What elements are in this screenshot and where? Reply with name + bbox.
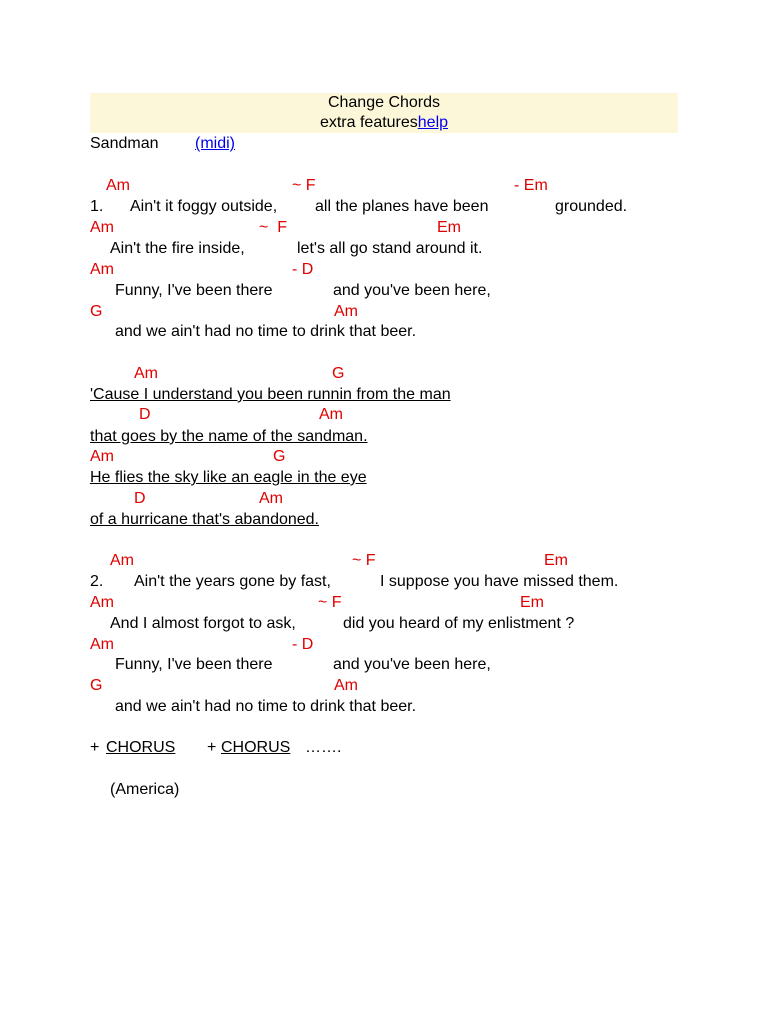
- extra-features-line: [90, 113, 678, 133]
- chord: - Em: [514, 177, 548, 194]
- song-title: Sandman: [90, 135, 159, 152]
- lyric: grounded.: [555, 198, 628, 215]
- lyric: I suppose you have missed them.: [380, 573, 619, 590]
- chord: Am: [90, 636, 114, 653]
- chord: Em: [437, 219, 461, 236]
- chord: Em: [520, 594, 544, 611]
- chord: Am: [90, 448, 114, 465]
- verse-number: 2.: [90, 573, 104, 590]
- chord: Am: [90, 219, 114, 236]
- chorus-lyric: He flies the sky like an eagle in the eye: [90, 469, 367, 486]
- verse-number: 1.: [90, 198, 104, 215]
- chord: Am: [90, 261, 114, 278]
- chord: Am: [319, 406, 343, 423]
- lyric: all the planes have been: [315, 198, 489, 215]
- chord: - D: [292, 636, 314, 653]
- help-link[interactable]: help: [417, 114, 449, 131]
- chorus-reference: CHORUS: [221, 739, 291, 756]
- chord: Am: [134, 365, 158, 382]
- chord: D: [139, 406, 151, 423]
- chord: ~ F: [292, 177, 316, 194]
- lyric: and you've been here,: [333, 656, 491, 673]
- chord: G: [90, 677, 103, 694]
- chord: ~ F: [318, 594, 342, 611]
- extra-features-label: extra features: [319, 114, 418, 131]
- chord: D: [134, 490, 146, 507]
- midi-link[interactable]: (midi): [195, 135, 235, 152]
- chord: Am: [334, 303, 358, 320]
- chorus-lyric: that goes by the name of the sandman.: [90, 428, 368, 445]
- chord: Em: [544, 552, 568, 569]
- lyric: Funny, I've been there: [115, 656, 273, 673]
- lyric: And I almost forgot to ask,: [110, 615, 296, 632]
- chord: G: [332, 365, 345, 382]
- lyric: let's all go stand around it.: [297, 240, 483, 257]
- chord: - D: [292, 261, 314, 278]
- chord: Am: [106, 177, 130, 194]
- chord: Am: [110, 552, 134, 569]
- lyric: and we ain't had no time to drink that beer.: [115, 698, 417, 715]
- plus-sign: +: [90, 739, 100, 756]
- chord: G: [273, 448, 286, 465]
- lyric: did you heard of my enlistment ?: [343, 615, 575, 632]
- artist-credit: (America): [110, 781, 180, 798]
- chord: Am: [259, 490, 283, 507]
- chorus-lyric: of a hurricane that's abandoned.: [90, 511, 319, 528]
- chord: G: [90, 303, 103, 320]
- lyric: Ain't it foggy outside,: [130, 198, 278, 215]
- lyric: Ain't the fire inside,: [110, 240, 245, 257]
- chorus-lyric: 'Cause I understand you been runnin from the man: [90, 386, 451, 403]
- chord: Am: [334, 677, 358, 694]
- lyric: and you've been here,: [333, 282, 491, 299]
- ellipsis: …….: [305, 739, 342, 756]
- header-box: [90, 93, 678, 133]
- chord: ~ F: [352, 552, 376, 569]
- lyric: Ain't the years gone by fast,: [134, 573, 331, 590]
- change-chords-link[interactable]: Change Chords: [327, 94, 441, 111]
- lyric: Funny, I've been there: [115, 282, 273, 299]
- chorus-reference: CHORUS: [106, 739, 176, 756]
- plus-sign: +: [207, 739, 217, 756]
- lyric: and we ain't had no time to drink that beer.: [115, 323, 417, 340]
- chord: Am: [90, 594, 114, 611]
- chord: ~ F: [259, 219, 288, 236]
